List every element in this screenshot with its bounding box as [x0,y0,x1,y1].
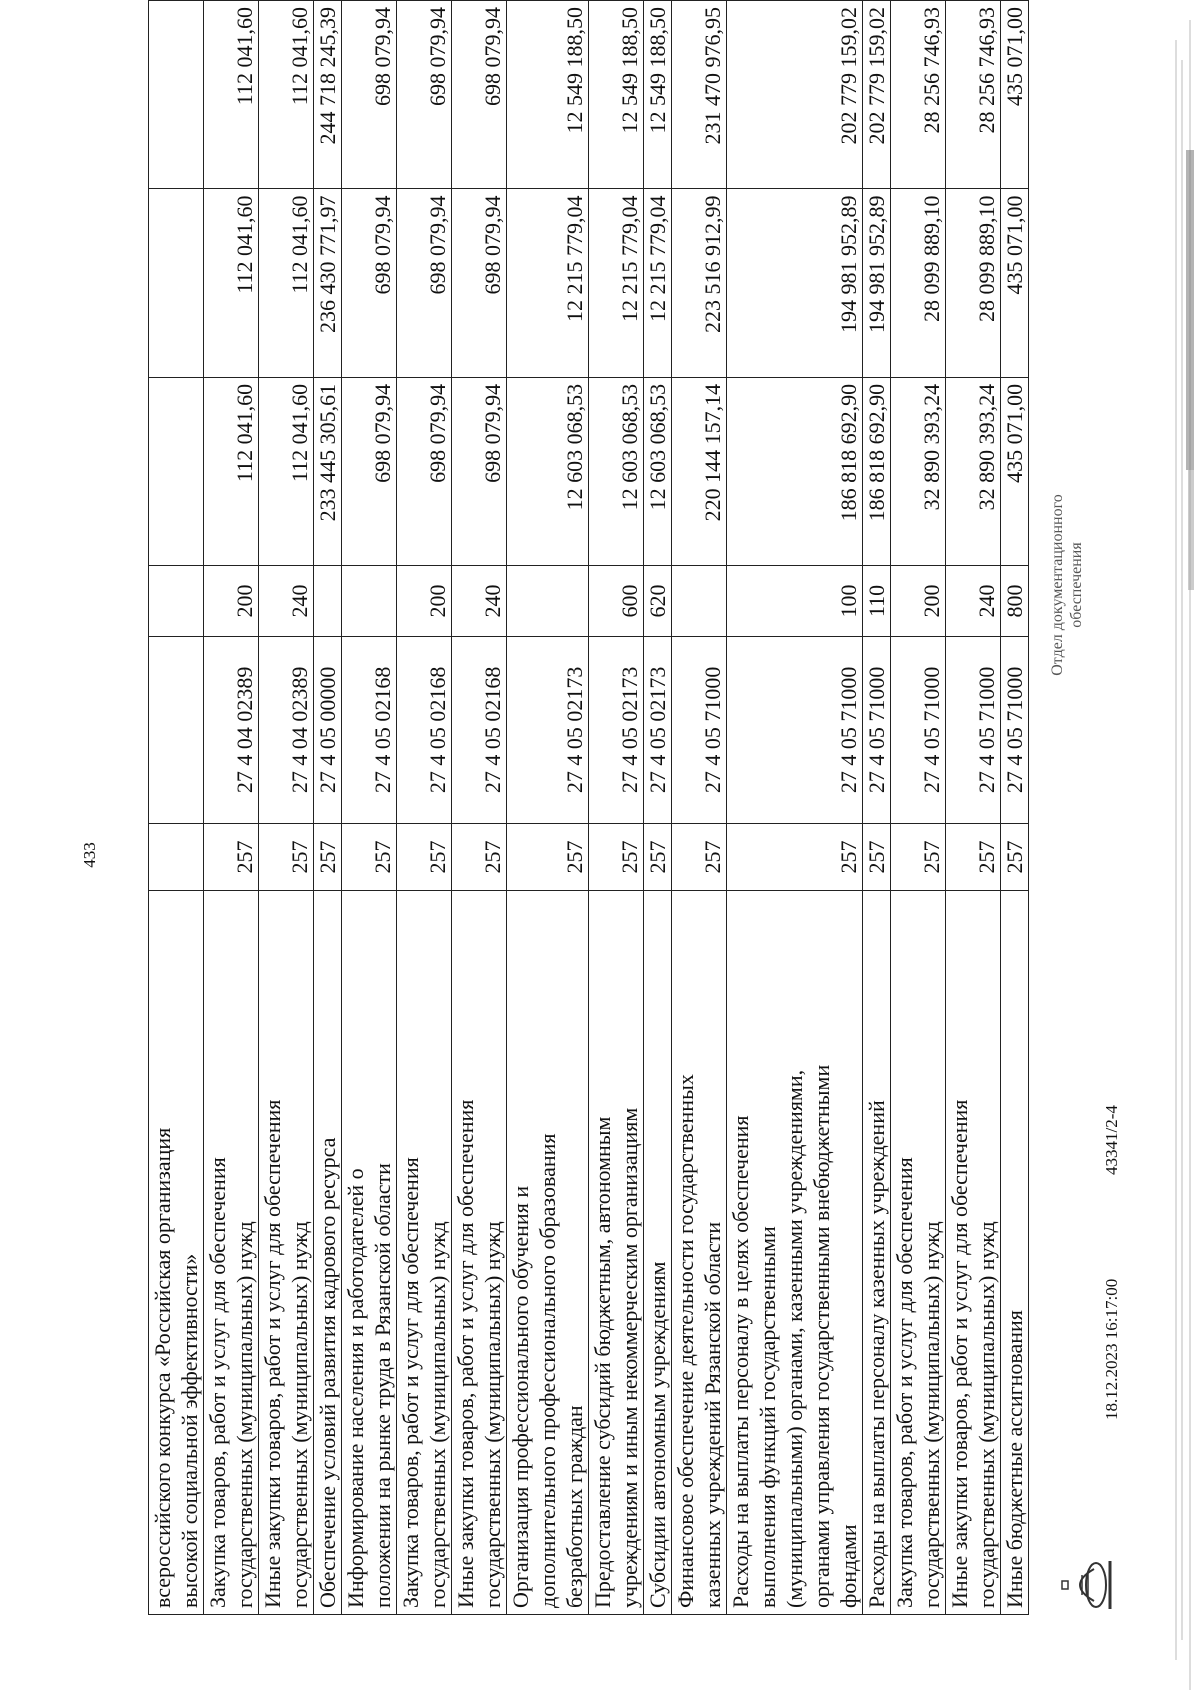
amount-year2-cell: 194 981 952,89 [727,189,863,377]
amount-year1-cell: 698 079,94 [342,377,397,565]
amount-year2-cell: 698 079,94 [397,189,452,377]
expense-name-line: государственных (муниципальных) нужд [919,1221,944,1608]
table-row [149,1,204,1615]
target-article-cell: 27 4 05 02173 [589,636,644,824]
expense-type-cell: 240 [946,566,1001,636]
expense-name-cell [727,890,863,1614]
stamp-line-2: обеспечения [1068,542,1085,628]
expense-name-line: Организация профессионального обучения и [508,1185,533,1608]
target-article-cell: 27 4 05 71000 [727,636,863,824]
expense-name-cell [891,890,946,1614]
expense-name-line: Закупка товаров, работ и услуг для обеспечения [205,1157,230,1608]
amount-year1-cell [149,377,204,565]
table-row [727,1,863,1615]
print-datetime: 18.12.2023 16:17:00 [1102,1278,1121,1420]
amount-year2-cell: 698 079,94 [452,189,507,377]
expense-name-line: Субсидии автономным учреждениям [645,1261,670,1608]
admin-code-cell: 257 [644,824,672,891]
table-row [397,1,452,1615]
table-row [452,1,507,1615]
amount-year2-cell: 28 099 889,10 [946,189,1001,377]
expense-name-line: фондами [836,1524,861,1608]
table-row [314,1,342,1615]
target-article-cell: 27 4 05 02173 [507,636,589,824]
target-article-cell: 27 4 05 02168 [342,636,397,824]
expense-name-cell [204,890,259,1614]
expense-name-cell [397,890,452,1614]
expense-name-line: государственных (муниципальных) нужд [232,1221,257,1608]
amount-year2-cell [149,189,204,377]
expense-name-cell [149,890,204,1614]
expense-name-line: положении на рынке труда в Рязанской области [370,1163,395,1608]
amount-year3-cell: 698 079,94 [397,1,452,189]
amount-year1-cell: 12 603 068,53 [507,377,589,565]
expense-name-cell [452,890,507,1614]
target-article-cell: 27 4 05 02168 [397,636,452,824]
expense-name-cell [946,890,1001,1614]
admin-code-cell: 257 [946,824,1001,891]
stamp-line-1: Отдел документационного [1049,494,1066,676]
amount-year1-cell: 186 818 692,90 [727,377,863,565]
page-number: 433 [80,842,99,868]
expense-type-cell [149,566,204,636]
expense-name-line: Обеспечение условий развития кадрового ресурса [315,1137,340,1608]
table-row [863,1,891,1615]
expense-name-line: государственных (муниципальных) нужд [287,1221,312,1608]
admin-code-cell: 257 [891,824,946,891]
amount-year3-cell: 112 041,60 [259,1,314,189]
expense-type-cell [672,566,727,636]
expense-type-cell [342,566,397,636]
expense-type-cell: 240 [452,566,507,636]
department-stamp [1048,435,1086,735]
admin-code-cell: 257 [863,824,891,891]
admin-code-cell: 257 [507,824,589,891]
expense-name-line: выполнения функций государственными [755,1226,780,1608]
expense-name-cell [342,890,397,1614]
table-row [891,1,946,1615]
amount-year2-cell: 223 516 912,99 [672,189,727,377]
amount-year2-cell: 698 079,94 [342,189,397,377]
expense-name-cell [314,890,342,1614]
target-article-cell: 27 4 04 02389 [259,636,314,824]
amount-year1-cell: 12 603 068,53 [589,377,644,565]
amount-year1-cell: 32 890 393,24 [891,377,946,565]
amount-year3-cell: 12 549 188,50 [644,1,672,189]
admin-code-cell: 257 [589,824,644,891]
amount-year2-cell: 194 981 952,89 [863,189,891,377]
amount-year1-cell: 220 144 157,14 [672,377,727,565]
expense-name-line: Информирование населения и работодателей о [343,1168,368,1608]
amount-year2-cell: 12 215 779,04 [644,189,672,377]
amount-year3-cell: 244 718 245,39 [314,1,342,189]
expense-type-cell: 600 [589,566,644,636]
expense-name-line: Иные закупки товаров, работ и услуг для обеспечения [260,1099,285,1608]
table-row [204,1,259,1615]
amount-year3-cell: 231 470 976,95 [672,1,727,189]
expense-name-line: органами управления государственными внебюджетными [809,1064,834,1608]
document-number: 43341/2-4 [1102,1105,1121,1175]
amount-year1-cell: 698 079,94 [452,377,507,565]
amount-year1-cell: 32 890 393,24 [946,377,1001,565]
amount-year3-cell: 698 079,94 [452,1,507,189]
expense-type-cell: 800 [1001,566,1029,636]
amount-year3-cell: 28 256 746,93 [946,1,1001,189]
scan-edge-artifact [1090,0,1200,1695]
budget-table [148,0,1029,1615]
amount-year1-cell: 112 041,60 [259,377,314,565]
admin-code-cell: 257 [314,824,342,891]
amount-year2-cell: 435 071,00 [1001,189,1029,377]
expense-name-line: дополнительного профессионального образования [535,1133,560,1608]
amount-year1-cell: 186 818 692,90 [863,377,891,565]
expense-name-line: Предоставление субсидий бюджетным, автономным [590,1116,615,1608]
admin-code-cell: 257 [727,824,863,891]
expense-name-line: всероссийского конкурса «Российская организация [150,1127,175,1608]
amount-year1-cell: 12 603 068,53 [644,377,672,565]
amount-year1-cell: 233 445 305,61 [314,377,342,565]
target-article-cell: 27 4 05 71000 [1001,636,1029,824]
expense-name-line: Иные закупки товаров, работ и услуг для обеспечения [453,1099,478,1608]
expense-type-cell: 100 [727,566,863,636]
amount-year2-cell: 12 215 779,04 [589,189,644,377]
target-article-cell: 27 4 05 02168 [452,636,507,824]
target-article-cell: 27 4 05 71000 [863,636,891,824]
admin-code-cell: 257 [672,824,727,891]
expense-name-line: (муниципальными) органами, казенными учреждениями, [782,1069,807,1608]
amount-year1-cell: 698 079,94 [397,377,452,565]
table-row [507,1,589,1615]
target-article-cell: 27 4 05 71000 [672,636,727,824]
expense-name-line: Иные бюджетные ассигнования [1002,1310,1027,1608]
amount-year3-cell: 202 779 159,02 [863,1,891,189]
table-row [342,1,397,1615]
expense-type-cell: 200 [891,566,946,636]
expense-name-line: учреждениям и иным некоммерческим организациям [617,1107,642,1608]
target-article-cell [149,636,204,824]
table-row [589,1,644,1615]
expense-type-cell: 200 [204,566,259,636]
amount-year3-cell: 698 079,94 [342,1,397,189]
amount-year2-cell: 28 099 889,10 [891,189,946,377]
expense-type-cell: 620 [644,566,672,636]
table-body [149,1,1029,1615]
expense-type-cell [507,566,589,636]
expense-name-cell [644,890,672,1614]
expense-name-line: Расходы на выплаты персоналу в целях обеспечения [728,1115,753,1608]
admin-code-cell: 257 [452,824,507,891]
expense-name-line: безработных граждан [562,1405,587,1608]
expense-name-line: государственных (муниципальных) нужд [425,1221,450,1608]
admin-code-cell: 257 [204,824,259,891]
target-article-cell: 27 4 05 00000 [314,636,342,824]
expense-name-line: высокой социальной эффективности» [177,1253,202,1608]
amount-year3-cell: 28 256 746,93 [891,1,946,189]
expense-type-cell: 200 [397,566,452,636]
expense-name-line: Финансовое обеспечение деятельности государственных [673,1074,698,1608]
target-article-cell: 27 4 05 71000 [891,636,946,824]
admin-code-cell [149,824,204,891]
admin-code-cell: 257 [1001,824,1029,891]
amount-year3-cell: 12 549 188,50 [589,1,644,189]
amount-year3-cell [149,1,204,189]
target-article-cell: 27 4 05 02173 [644,636,672,824]
amount-year2-cell: 112 041,60 [259,189,314,377]
target-article-cell: 27 4 05 71000 [946,636,1001,824]
expense-name-line: Закупка товаров, работ и услуг для обеспечения [398,1157,423,1608]
table-row [946,1,1001,1615]
expense-name-line: Закупка товаров, работ и услуг для обеспечения [892,1157,917,1608]
target-article-cell: 27 4 04 02389 [204,636,259,824]
expense-name-cell [507,890,589,1614]
expense-name-line: Расходы на выплаты персоналу казенных учреждений [864,1100,889,1608]
amount-year2-cell: 12 215 779,04 [507,189,589,377]
expense-type-cell: 110 [863,566,891,636]
amount-year3-cell: 12 549 188,50 [507,1,589,189]
expense-name-line: государственных (муниципальных) нужд [974,1221,999,1608]
amount-year1-cell: 112 041,60 [204,377,259,565]
table-row [672,1,727,1615]
expense-name-cell [1001,890,1029,1614]
expense-name-cell [589,890,644,1614]
amount-year1-cell: 435 071,00 [1001,377,1029,565]
table-row [1001,1,1029,1615]
table-row [259,1,314,1615]
expense-name-line: государственных (муниципальных) нужд [480,1221,505,1608]
amount-year3-cell: 435 071,00 [1001,1,1029,189]
expense-name-cell [672,890,727,1614]
expense-name-cell [259,890,314,1614]
amount-year2-cell: 112 041,60 [204,189,259,377]
table-row [644,1,672,1615]
amount-year3-cell: 202 779 159,02 [727,1,863,189]
admin-code-cell: 257 [259,824,314,891]
admin-code-cell: 257 [342,824,397,891]
expense-type-cell: 240 [259,566,314,636]
expense-name-cell [863,890,891,1614]
amount-year3-cell: 112 041,60 [204,1,259,189]
amount-year2-cell: 236 430 771,97 [314,189,342,377]
expense-type-cell [314,566,342,636]
admin-code-cell: 257 [397,824,452,891]
expense-name-line: казенных учреждений Рязанской области [700,1221,725,1608]
expense-name-line: Иные закупки товаров, работ и услуг для обеспечения [947,1099,972,1608]
